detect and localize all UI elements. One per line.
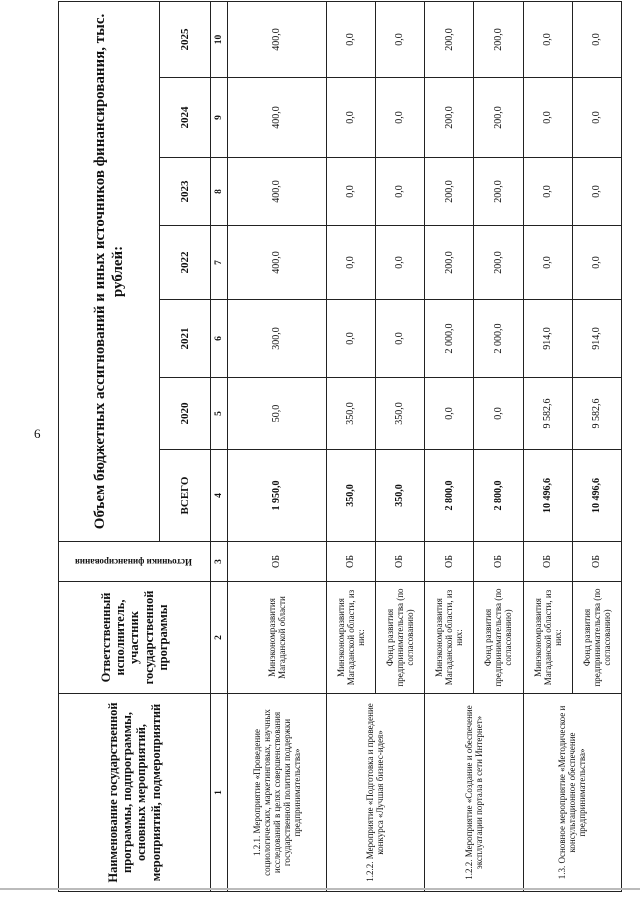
row-value-2020: 350,0 xyxy=(375,378,424,450)
index-cell: 9 xyxy=(210,78,227,158)
row-value-2023: 0,0 xyxy=(326,158,375,226)
row-value-2023: 200,0 xyxy=(474,158,523,226)
budget-table xyxy=(58,1,622,892)
table-row xyxy=(326,1,375,891)
row-value-2025: 0,0 xyxy=(523,1,572,77)
row-value-2024: 200,0 xyxy=(474,78,523,158)
row-executor: Фонд развития предпринимательства (по согласованию) xyxy=(375,582,424,694)
row-value-2021: 0,0 xyxy=(375,300,424,378)
row-total: 350,0 xyxy=(375,450,424,542)
row-value-2022: 400,0 xyxy=(228,226,326,300)
table-row xyxy=(228,1,326,891)
header-year-2024: 2024 xyxy=(159,78,210,158)
header-source-cell xyxy=(59,542,211,582)
row-executor: Минэкономразвития Магаданской области, из них: xyxy=(425,582,474,694)
row-name: 1.3. Основное мероприятие «Методическое и консультационное обеспечение предпринимательства» xyxy=(523,694,621,892)
row-value-2023: 0,0 xyxy=(375,158,424,226)
header-name: Наименование государственной программы, подпрограммы, основных мероприятий, мероприятий, подмероприятий xyxy=(59,694,211,892)
row-name: 1.2.2. Мероприятие «Создание и обеспечение эксплуатации портала в сети Интернет» xyxy=(425,694,523,892)
row-value-2022: 0,0 xyxy=(326,226,375,300)
row-value-2024: 400,0 xyxy=(228,78,326,158)
table-row xyxy=(425,1,474,891)
row-value-2025: 0,0 xyxy=(572,1,621,77)
row-value-2023: 200,0 xyxy=(425,158,474,226)
row-value-2021: 914,0 xyxy=(523,300,572,378)
row-value-2025: 200,0 xyxy=(425,1,474,77)
bottom-rule xyxy=(0,888,640,890)
row-name: 1.2.1. Мероприятие «Проведение социологических, маркетинговых, научных исследований в целях совершенствования государственной политики поддержки предпринимательства» xyxy=(228,694,326,892)
header-year-2023: 2023 xyxy=(159,158,210,226)
index-cell: 2 xyxy=(210,582,227,694)
row-value-2022: 0,0 xyxy=(572,226,621,300)
header-year-2020: 2020 xyxy=(159,378,210,450)
index-cell: 10 xyxy=(210,1,227,77)
row-value-2020: 0,0 xyxy=(425,378,474,450)
row-total: 1 950,0 xyxy=(228,450,326,542)
header-total: ВСЕГО xyxy=(159,450,210,542)
row-value-2024: 0,0 xyxy=(572,78,621,158)
row-value-2020: 0,0 xyxy=(474,378,523,450)
row-source: ОБ xyxy=(326,542,375,582)
row-value-2022: 200,0 xyxy=(425,226,474,300)
row-value-2021: 2 000,0 xyxy=(425,300,474,378)
index-cell: 1 xyxy=(210,694,227,892)
row-value-2021: 2 000,0 xyxy=(474,300,523,378)
row-value-2022: 0,0 xyxy=(523,226,572,300)
row-value-2024: 0,0 xyxy=(326,78,375,158)
row-value-2023: 400,0 xyxy=(228,158,326,226)
row-value-2024: 200,0 xyxy=(425,78,474,158)
header-budget: Объем бюджетных ассигнований и иных источников финансирования, тыс. рублей: xyxy=(59,1,160,541)
table-row xyxy=(523,1,572,891)
row-value-2021: 300,0 xyxy=(228,300,326,378)
row-value-2025: 0,0 xyxy=(375,1,424,77)
row-value-2023: 0,0 xyxy=(523,158,572,226)
index-cell: 5 xyxy=(210,378,227,450)
row-name: 1.2.2. Мероприятие «Подготовка и проведение конкурса «Лучшая бизнес-идея» xyxy=(326,694,424,892)
index-cell: 7 xyxy=(210,226,227,300)
header-source: Источники финансирования xyxy=(74,556,192,567)
row-value-2024: 0,0 xyxy=(523,78,572,158)
index-cell: 3 xyxy=(210,542,227,582)
row-source: ОБ xyxy=(375,542,424,582)
row-total: 10 496,6 xyxy=(572,450,621,542)
row-value-2020: 50,0 xyxy=(228,378,326,450)
row-total: 350,0 xyxy=(326,450,375,542)
row-value-2020: 9 582,6 xyxy=(572,378,621,450)
row-total: 10 496,6 xyxy=(523,450,572,542)
row-executor: Минэкономразвития Магаданской области, из них: xyxy=(523,582,572,694)
page-number: 6 xyxy=(34,426,41,441)
header-year-2022: 2022 xyxy=(159,226,210,300)
row-value-2024: 0,0 xyxy=(375,78,424,158)
row-total: 2 800,0 xyxy=(425,450,474,542)
row-value-2022: 200,0 xyxy=(474,226,523,300)
index-cell: 4 xyxy=(210,450,227,542)
header-year-2021: 2021 xyxy=(159,300,210,378)
row-value-2021: 914,0 xyxy=(572,300,621,378)
header-executor: Ответственный исполнитель, участник государственной программы xyxy=(59,582,211,694)
row-value-2023: 0,0 xyxy=(572,158,621,226)
row-source: ОБ xyxy=(474,542,523,582)
row-value-2022: 0,0 xyxy=(375,226,424,300)
row-source: ОБ xyxy=(523,542,572,582)
row-value-2020: 9 582,6 xyxy=(523,378,572,450)
row-value-2025: 0,0 xyxy=(326,1,375,77)
index-cell: 6 xyxy=(210,300,227,378)
row-value-2025: 400,0 xyxy=(228,1,326,77)
row-executor: Фонд развития предпринимательства (по согласованию) xyxy=(572,582,621,694)
row-source: ОБ xyxy=(425,542,474,582)
row-value-2025: 200,0 xyxy=(474,1,523,77)
row-executor: Минэкономразвития Магаданской области xyxy=(228,582,326,694)
rotated-table-wrapper xyxy=(58,2,622,892)
row-executor: Минэкономразвития Магаданской области, из них: xyxy=(326,582,375,694)
row-value-2021: 0,0 xyxy=(326,300,375,378)
row-executor: Фонд развития предпринимательства (по согласованию) xyxy=(474,582,523,694)
row-total: 2 800,0 xyxy=(474,450,523,542)
row-source: ОБ xyxy=(228,542,326,582)
row-value-2020: 350,0 xyxy=(326,378,375,450)
row-source: ОБ xyxy=(572,542,621,582)
index-cell: 8 xyxy=(210,158,227,226)
header-year-2025: 2025 xyxy=(159,1,210,77)
